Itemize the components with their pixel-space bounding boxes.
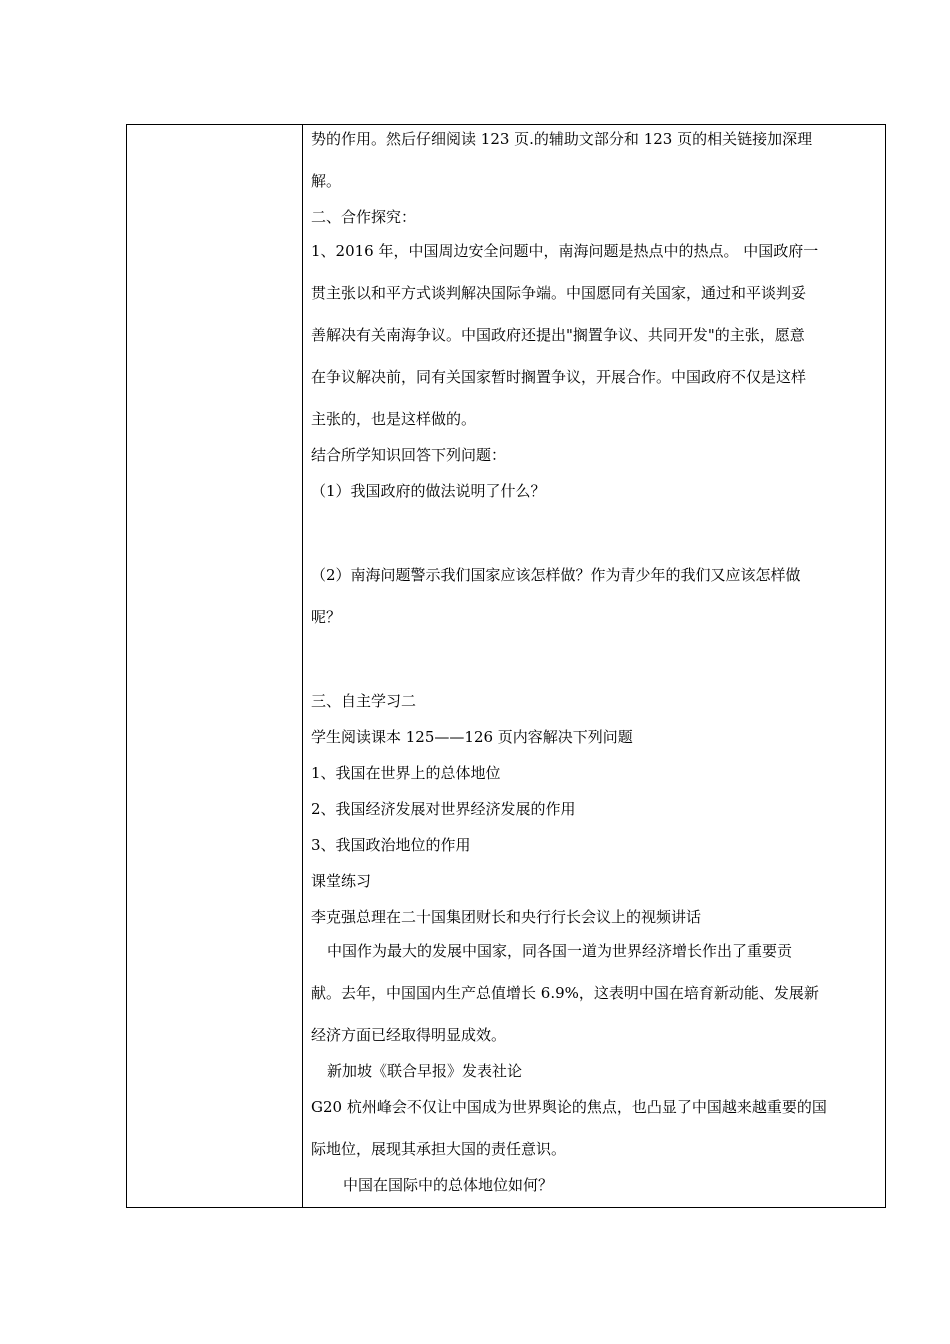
- text-line: 呢？: [311, 608, 342, 626]
- text-line: 主张的，也是这样做的。: [311, 410, 477, 428]
- section-heading: 二、合作探究：: [311, 208, 417, 226]
- list-item: 1、我国在世界上的总体地位: [311, 764, 501, 782]
- text-line: 中国作为最大的发展中国家，同各国一道为世界经济增长作出了重要贡: [327, 942, 793, 960]
- text-line: 经济方面已经取得明显成效。: [311, 1026, 507, 1044]
- text-line: 贯主张以和平方式谈判解决国际争端。中国愿同有关国家，通过和平谈判妥: [311, 284, 807, 302]
- text-line: 结合所学知识回答下列问题：: [311, 446, 507, 464]
- text-line: 新加坡《联合早报》发表社论: [327, 1062, 523, 1080]
- text-line: 李克强总理在二十国集团财长和央行行长会议上的视频讲话: [311, 908, 702, 926]
- text-line: 在争议解决前，同有关国家暂时搁置争议，开展合作。中国政府不仅是这样: [311, 368, 807, 386]
- left-column-cell: [127, 125, 303, 1207]
- text-line: 1、2016 年，中国周边安全问题中，南海问题是热点中的热点。 中国政府一: [311, 242, 819, 260]
- text-line: 献。去年，中国国内生产总值增长 6.9%，这表明中国在培育新动能、发展新: [311, 984, 819, 1002]
- text-line: 学生阅读课本 125——126 页内容解决下列问题: [311, 728, 633, 746]
- text-line: 解。: [311, 172, 342, 190]
- question-3: 中国在国际中的总体地位如何？: [343, 1176, 554, 1194]
- question-1: （1）我国政府的做法说明了什么？: [311, 482, 546, 500]
- list-item: 3、我国政治地位的作用: [311, 836, 471, 854]
- question-2: （2）南海问题警示我们国家应该怎样做？作为青少年的我们又应该怎样做: [311, 566, 801, 584]
- content-table: [126, 124, 886, 1208]
- section-heading: 三、自主学习二: [311, 692, 417, 710]
- section-heading: 课堂练习: [311, 872, 372, 890]
- text-line: 际地位，展现其承担大国的责任意识。: [311, 1140, 567, 1158]
- list-item: 2、我国经济发展对世界经济发展的作用: [311, 800, 576, 818]
- text-line: 势的作用。然后仔细阅读 123 页.的辅助文部分和 123 页的相关链接加深理: [311, 130, 813, 148]
- text-line: G20 杭州峰会不仅让中国成为世界舆论的焦点，也凸显了中国越来越重要的国: [311, 1098, 827, 1116]
- text-line: 善解决有关南海争议。中国政府还提出"搁置争议、共同开发"的主张，愿意: [311, 326, 805, 344]
